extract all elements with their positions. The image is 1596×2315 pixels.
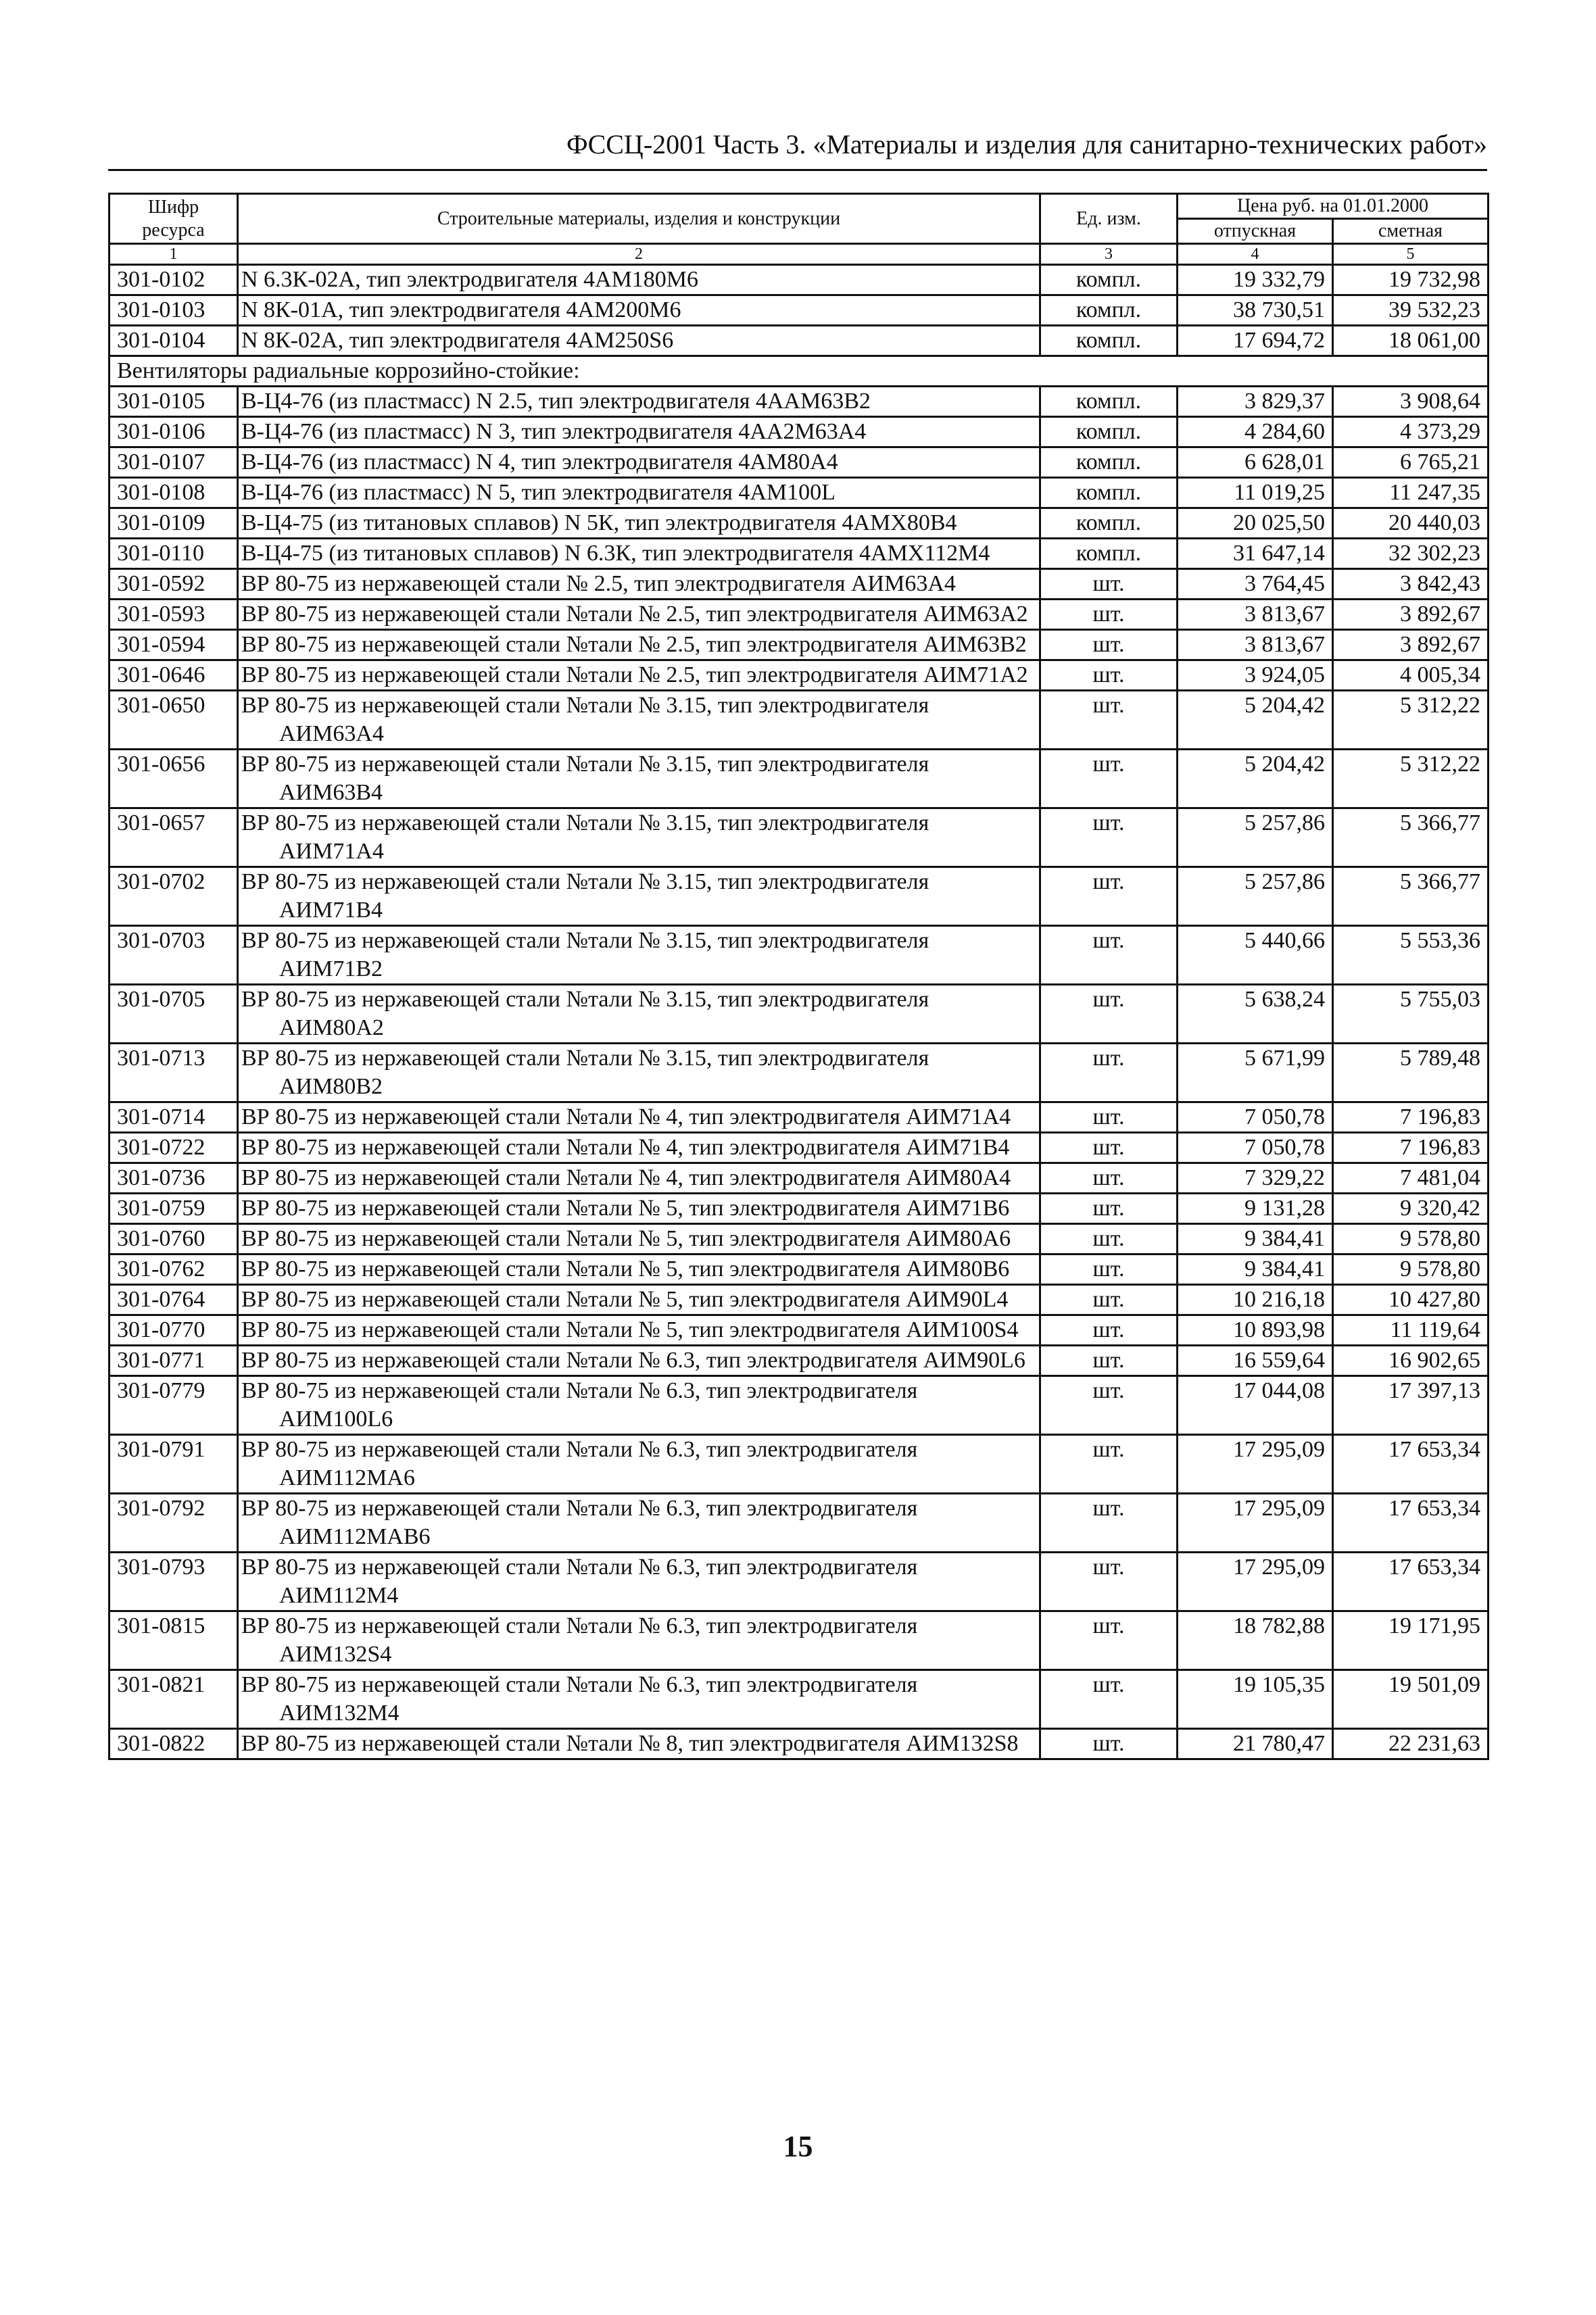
release-price: 3 813,67 — [1178, 600, 1333, 630]
page-header-title: ФССЦ-2001 Часть 3. «Материалы и изделия для санитарно-технических работ» — [566, 129, 1487, 160]
resource-code: 301-0108 — [110, 478, 238, 508]
item-description: ВР 80-75 из нержавеющей стали №тали № 3.15, тип электродвигателя АИМ80А2 — [238, 985, 1040, 1044]
release-price: 7 329,22 — [1178, 1163, 1333, 1194]
table-row — [110, 1611, 1489, 1670]
table-row — [110, 1346, 1489, 1376]
unit-of-measure: компл. — [1040, 447, 1178, 478]
item-description: ВР 80-75 из нержавеющей стали №тали № 5, тип электродвигателя АИМ80В6 — [238, 1254, 1040, 1285]
release-price: 6 628,01 — [1178, 447, 1333, 478]
unit-of-measure: шт. — [1040, 1285, 1178, 1315]
item-description: ВР 80-75 из нержавеющей стали №тали № 2.5, тип электродвигателя АИМ63В2 — [238, 630, 1040, 660]
resource-code: 301-0110 — [110, 539, 238, 569]
unit-of-measure: шт. — [1040, 660, 1178, 691]
resource-code: 301-0650 — [110, 691, 238, 750]
item-description: В-Ц4-76 (из пластмасс) N 2.5, тип электродвигателя 4ААМ63В2 — [238, 387, 1040, 417]
resource-code: 301-0104 — [110, 326, 238, 356]
unit-of-measure: шт. — [1040, 1670, 1178, 1729]
unit-of-measure: шт. — [1040, 750, 1178, 808]
estimate-price: 20 440,03 — [1333, 508, 1489, 539]
table-row — [110, 867, 1489, 926]
resource-code: 301-0703 — [110, 926, 238, 985]
table-row — [110, 691, 1489, 750]
table-row — [110, 265, 1489, 295]
resource-code: 301-0592 — [110, 569, 238, 600]
item-description: ВР 80-75 из нержавеющей стали №тали № 4, тип электродвигателя АИМ80А4 — [238, 1163, 1040, 1194]
resource-code: 301-0760 — [110, 1224, 238, 1254]
table-row — [110, 630, 1489, 660]
release-price: 7 050,78 — [1178, 1133, 1333, 1163]
item-description: В-Ц4-76 (из пластмасс) N 4, тип электродвигателя 4АМ80А4 — [238, 447, 1040, 478]
release-price: 5 204,42 — [1178, 691, 1333, 750]
unit-of-measure: компл. — [1040, 295, 1178, 326]
unit-of-measure: шт. — [1040, 1044, 1178, 1102]
table-row — [110, 808, 1489, 867]
table-body-part-2 — [110, 387, 1489, 1759]
header-divider — [108, 169, 1487, 171]
resource-code: 301-0103 — [110, 295, 238, 326]
item-description: N 8К-02А, тип электродвигателя 4АМ250S6 — [238, 326, 1040, 356]
item-description: ВР 80-75 из нержавеющей стали №тали № 5, тип электродвигателя АИМ80А6 — [238, 1224, 1040, 1254]
resource-code: 301-0105 — [110, 387, 238, 417]
resource-code: 301-0657 — [110, 808, 238, 867]
resource-code: 301-0107 — [110, 447, 238, 478]
header-description: Строительные материалы, изделия и конструкции — [238, 194, 1040, 244]
section-row-group — [110, 356, 1489, 387]
release-price: 18 782,88 — [1178, 1611, 1333, 1670]
resource-code: 301-0792 — [110, 1494, 238, 1553]
estimate-price: 3 892,67 — [1333, 630, 1489, 660]
table-row — [110, 447, 1489, 478]
resource-code: 301-0762 — [110, 1254, 238, 1285]
estimate-price: 4 373,29 — [1333, 417, 1489, 447]
release-price: 38 730,51 — [1178, 295, 1333, 326]
column-number: 2 — [238, 244, 1040, 265]
item-description: ВР 80-75 из нержавеющей стали №тали № 3.15, тип электродвигателя АИМ63А4 — [238, 691, 1040, 750]
estimate-price: 17 653,34 — [1333, 1553, 1489, 1611]
release-price: 16 559,64 — [1178, 1346, 1333, 1376]
estimate-price: 3 908,64 — [1333, 387, 1489, 417]
item-description: ВР 80-75 из нержавеющей стали №тали № 3.15, тип электродвигателя АИМ63В4 — [238, 750, 1040, 808]
estimate-price: 19 732,98 — [1333, 265, 1489, 295]
unit-of-measure: шт. — [1040, 1435, 1178, 1494]
estimate-price: 32 302,23 — [1333, 539, 1489, 569]
resource-code: 301-0736 — [110, 1163, 238, 1194]
estimate-price: 5 755,03 — [1333, 985, 1489, 1044]
release-price: 9 384,41 — [1178, 1224, 1333, 1254]
table-row — [110, 1102, 1489, 1133]
table-row — [110, 1670, 1489, 1729]
item-description: ВР 80-75 из нержавеющей стали №тали № 2.5, тип электродвигателя АИМ63А2 — [238, 600, 1040, 630]
item-description: ВР 80-75 из нержавеющей стали №тали № 3.15, тип электродвигателя АИМ80В2 — [238, 1044, 1040, 1102]
item-description: В-Ц4-75 (из титановых сплавов) N 6.3К, тип электродвигателя 4АМХ112М4 — [238, 539, 1040, 569]
resource-code: 301-0759 — [110, 1194, 238, 1224]
item-description: ВР 80-75 из нержавеющей стали №тали № 6.3, тип электродвигателя АИМ112М4 — [238, 1553, 1040, 1611]
release-price: 5 440,66 — [1178, 926, 1333, 985]
resource-code: 301-0705 — [110, 985, 238, 1044]
unit-of-measure: шт. — [1040, 1224, 1178, 1254]
table-row — [110, 1044, 1489, 1102]
estimate-price: 39 532,23 — [1333, 295, 1489, 326]
column-number-row — [110, 244, 1489, 265]
table-row — [110, 1494, 1489, 1553]
estimate-price: 7 196,83 — [1333, 1102, 1489, 1133]
unit-of-measure: шт. — [1040, 1494, 1178, 1553]
estimate-price: 5 366,77 — [1333, 808, 1489, 867]
unit-of-measure: шт. — [1040, 808, 1178, 867]
table-row — [110, 1194, 1489, 1224]
estimate-price: 9 320,42 — [1333, 1194, 1489, 1224]
table-row — [110, 1254, 1489, 1285]
table-row — [110, 660, 1489, 691]
section-title: Вентиляторы радиальные коррозийно-стойкие: — [110, 356, 1489, 387]
unit-of-measure: шт. — [1040, 926, 1178, 985]
estimate-price: 6 765,21 — [1333, 447, 1489, 478]
unit-of-measure: шт. — [1040, 1729, 1178, 1759]
item-description: ВР 80-75 из нержавеющей стали №тали № 5, тип электродвигателя АИМ90L4 — [238, 1285, 1040, 1315]
item-description: В-Ц4-76 (из пластмасс) N 3, тип электродвигателя 4АА2М63А4 — [238, 417, 1040, 447]
item-description: ВР 80-75 из нержавеющей стали №тали № 6.3, тип электродвигателя АИМ100L6 — [238, 1376, 1040, 1435]
release-price: 17 295,09 — [1178, 1494, 1333, 1553]
estimate-price: 5 553,36 — [1333, 926, 1489, 985]
unit-of-measure: шт. — [1040, 691, 1178, 750]
estimate-price: 3 842,43 — [1333, 569, 1489, 600]
item-description: ВР 80-75 из нержавеющей стали №тали № 3.15, тип электродвигателя АИМ71В4 — [238, 867, 1040, 926]
page-number: 15 — [783, 2130, 813, 2163]
resource-code: 301-0714 — [110, 1102, 238, 1133]
resource-code: 301-0593 — [110, 600, 238, 630]
estimate-price: 11 119,64 — [1333, 1315, 1489, 1346]
item-description: ВР 80-75 из нержавеющей стали №тали № 6.3, тип электродвигателя АИМ90L6 — [238, 1346, 1040, 1376]
resource-code: 301-0764 — [110, 1285, 238, 1315]
release-price: 5 257,86 — [1178, 867, 1333, 926]
item-description: ВР 80-75 из нержавеющей стали №тали № 2.5, тип электродвигателя АИМ71А2 — [238, 660, 1040, 691]
estimate-price: 16 902,65 — [1333, 1346, 1489, 1376]
estimate-price: 5 789,48 — [1333, 1044, 1489, 1102]
release-price: 5 671,99 — [1178, 1044, 1333, 1102]
release-price: 17 044,08 — [1178, 1376, 1333, 1435]
table-row — [110, 1729, 1489, 1759]
unit-of-measure: компл. — [1040, 265, 1178, 295]
release-price: 10 216,18 — [1178, 1285, 1333, 1315]
estimate-price: 18 061,00 — [1333, 326, 1489, 356]
item-description: ВР 80-75 из нержавеющей стали №тали № 6.3, тип электродвигателя АИМ112МА6 — [238, 1435, 1040, 1494]
unit-of-measure: шт. — [1040, 1376, 1178, 1435]
header-price-group: Цена руб. на 01.01.2000 — [1178, 194, 1489, 219]
resource-code: 301-0594 — [110, 630, 238, 660]
estimate-price: 19 171,95 — [1333, 1611, 1489, 1670]
resource-code: 301-0646 — [110, 660, 238, 691]
item-description: ВР 80-75 из нержавеющей стали №тали № 3.15, тип электродвигателя АИМ71А4 — [238, 808, 1040, 867]
table-row — [110, 1224, 1489, 1254]
header-release-price: отпускная — [1178, 219, 1333, 244]
release-price: 17 295,09 — [1178, 1553, 1333, 1611]
table-row — [110, 750, 1489, 808]
item-description: ВР 80-75 из нержавеющей стали №тали № 5, тип электродвигателя АИМ71В6 — [238, 1194, 1040, 1224]
resource-code: 301-0770 — [110, 1315, 238, 1346]
release-price: 9 131,28 — [1178, 1194, 1333, 1224]
table-row — [110, 1376, 1489, 1435]
resource-code: 301-0815 — [110, 1611, 238, 1670]
release-price: 5 257,86 — [1178, 808, 1333, 867]
column-number: 1 — [110, 244, 238, 265]
unit-of-measure: шт. — [1040, 630, 1178, 660]
estimate-price: 11 247,35 — [1333, 478, 1489, 508]
table-row — [110, 295, 1489, 326]
column-number: 5 — [1333, 244, 1489, 265]
release-price: 19 332,79 — [1178, 265, 1333, 295]
column-number: 4 — [1178, 244, 1333, 265]
release-price: 7 050,78 — [1178, 1102, 1333, 1133]
table-row — [110, 387, 1489, 417]
item-description: ВР 80-75 из нержавеющей стали №тали № 6.3, тип электродвигателя АИМ132S4 — [238, 1611, 1040, 1670]
unit-of-measure: шт. — [1040, 1102, 1178, 1133]
resource-code: 301-0722 — [110, 1133, 238, 1163]
table-row — [110, 478, 1489, 508]
resource-code: 301-0821 — [110, 1670, 238, 1729]
item-description: ВР 80-75 из нержавеющей стали №тали № 3.15, тип электродвигателя АИМ71В2 — [238, 926, 1040, 985]
estimate-price: 17 653,34 — [1333, 1435, 1489, 1494]
resource-code: 301-0779 — [110, 1376, 238, 1435]
estimate-price: 5 366,77 — [1333, 867, 1489, 926]
resource-code: 301-0656 — [110, 750, 238, 808]
estimate-price: 9 578,80 — [1333, 1254, 1489, 1285]
item-description: N 8К-01А, тип электродвигателя 4АМ200М6 — [238, 295, 1040, 326]
estimate-price: 5 312,22 — [1333, 750, 1489, 808]
resource-code: 301-0102 — [110, 265, 238, 295]
item-description: ВР 80-75 из нержавеющей стали №тали № 6.3, тип электродвигателя АИМ112МАВ6 — [238, 1494, 1040, 1553]
unit-of-measure: компл. — [1040, 478, 1178, 508]
estimate-price: 10 427,80 — [1333, 1285, 1489, 1315]
item-description: ВР 80-75 из нержавеющей стали №тали № 6.3, тип электродвигателя АИМ132М4 — [238, 1670, 1040, 1729]
release-price: 3 813,67 — [1178, 630, 1333, 660]
table-row — [110, 985, 1489, 1044]
item-description: В-Ц4-75 (из титановых сплавов) N 5К, тип электродвигателя 4АМХ80В4 — [238, 508, 1040, 539]
release-price: 10 893,98 — [1178, 1315, 1333, 1346]
release-price: 17 295,09 — [1178, 1435, 1333, 1494]
release-price: 3 924,05 — [1178, 660, 1333, 691]
header-estimate-price: сметная — [1333, 219, 1489, 244]
resource-code: 301-0771 — [110, 1346, 238, 1376]
table-row — [110, 569, 1489, 600]
unit-of-measure: компл. — [1040, 417, 1178, 447]
unit-of-measure: компл. — [1040, 387, 1178, 417]
release-price: 17 694,72 — [1178, 326, 1333, 356]
resource-code: 301-0822 — [110, 1729, 238, 1759]
unit-of-measure: шт. — [1040, 1133, 1178, 1163]
unit-of-measure: шт. — [1040, 1553, 1178, 1611]
release-price: 3 829,37 — [1178, 387, 1333, 417]
estimate-price: 9 578,80 — [1333, 1224, 1489, 1254]
unit-of-measure: компл. — [1040, 326, 1178, 356]
estimate-price: 22 231,63 — [1333, 1729, 1489, 1759]
resource-code: 301-0106 — [110, 417, 238, 447]
resource-code: 301-0713 — [110, 1044, 238, 1102]
release-price: 31 647,14 — [1178, 539, 1333, 569]
release-price: 21 780,47 — [1178, 1729, 1333, 1759]
estimate-price: 3 892,67 — [1333, 600, 1489, 630]
table-row — [110, 539, 1489, 569]
estimate-price: 5 312,22 — [1333, 691, 1489, 750]
unit-of-measure: компл. — [1040, 539, 1178, 569]
release-price: 5 638,24 — [1178, 985, 1333, 1044]
item-description: ВР 80-75 из нержавеющей стали №тали № 5, тип электродвигателя АИМ100S4 — [238, 1315, 1040, 1346]
estimate-price: 7 196,83 — [1333, 1133, 1489, 1163]
header-unit: Ед. изм. — [1040, 194, 1178, 244]
table-row — [110, 1435, 1489, 1494]
item-description: ВР 80-75 из нержавеющей стали № 2.5, тип электродвигателя АИМ63А4 — [238, 569, 1040, 600]
price-table — [108, 193, 1489, 1760]
unit-of-measure: шт. — [1040, 600, 1178, 630]
table-row — [110, 1315, 1489, 1346]
table-header — [110, 194, 1489, 265]
table-row — [110, 1553, 1489, 1611]
table-row — [110, 417, 1489, 447]
unit-of-measure: шт. — [1040, 1611, 1178, 1670]
section-row — [110, 356, 1489, 387]
table-row — [110, 1133, 1489, 1163]
table-row — [110, 508, 1489, 539]
item-description: ВР 80-75 из нержавеющей стали №тали № 4, тип электродвигателя АИМ71А4 — [238, 1102, 1040, 1133]
item-description: N 6.3К-02А, тип электродвигателя 4АМ180М6 — [238, 265, 1040, 295]
unit-of-measure: шт. — [1040, 985, 1178, 1044]
column-number: 3 — [1040, 244, 1178, 265]
estimate-price: 4 005,34 — [1333, 660, 1489, 691]
estimate-price: 19 501,09 — [1333, 1670, 1489, 1729]
table-row — [110, 1285, 1489, 1315]
estimate-price: 7 481,04 — [1333, 1163, 1489, 1194]
release-price: 9 384,41 — [1178, 1254, 1333, 1285]
unit-of-measure: шт. — [1040, 569, 1178, 600]
resource-code: 301-0702 — [110, 867, 238, 926]
table-row — [110, 600, 1489, 630]
estimate-price: 17 653,34 — [1333, 1494, 1489, 1553]
table-row — [110, 326, 1489, 356]
unit-of-measure: шт. — [1040, 1315, 1178, 1346]
release-price: 20 025,50 — [1178, 508, 1333, 539]
resource-code: 301-0793 — [110, 1553, 238, 1611]
table-row — [110, 926, 1489, 985]
unit-of-measure: шт. — [1040, 1346, 1178, 1376]
unit-of-measure: шт. — [1040, 1163, 1178, 1194]
release-price: 4 284,60 — [1178, 417, 1333, 447]
item-description: ВР 80-75 из нержавеющей стали №тали № 8, тип электродвигателя АИМ132S8 — [238, 1729, 1040, 1759]
resource-code: 301-0791 — [110, 1435, 238, 1494]
estimate-price: 17 397,13 — [1333, 1376, 1489, 1435]
unit-of-measure: шт. — [1040, 1254, 1178, 1285]
resource-code: 301-0109 — [110, 508, 238, 539]
release-price: 5 204,42 — [1178, 750, 1333, 808]
release-price: 19 105,35 — [1178, 1670, 1333, 1729]
table-body-part-1 — [110, 265, 1489, 356]
item-description: В-Ц4-76 (из пластмасс) N 5, тип электродвигателя 4АМ100L — [238, 478, 1040, 508]
header-code: Шифр ресурса — [110, 194, 238, 244]
unit-of-measure: компл. — [1040, 508, 1178, 539]
item-description: ВР 80-75 из нержавеющей стали №тали № 4, тип электродвигателя АИМ71В4 — [238, 1133, 1040, 1163]
release-price: 3 764,45 — [1178, 569, 1333, 600]
table-row — [110, 1163, 1489, 1194]
unit-of-measure: шт. — [1040, 1194, 1178, 1224]
release-price: 11 019,25 — [1178, 478, 1333, 508]
unit-of-measure: шт. — [1040, 867, 1178, 926]
